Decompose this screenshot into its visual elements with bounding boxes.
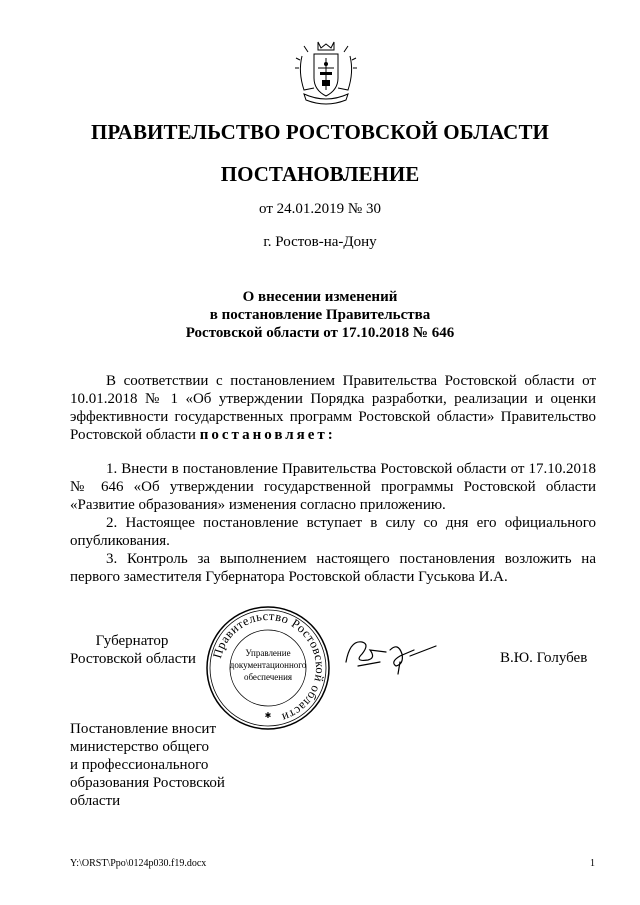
- preamble-emphasis: постановляет:: [199, 427, 336, 443]
- stamp-ring-path: Правительство Ростовской области: [210, 608, 328, 725]
- stamp-star-icon: ✱: [264, 711, 272, 720]
- items-list: [70, 460, 596, 586]
- submitter-line: образования Ростовской: [70, 775, 225, 791]
- submitter-line: министерство общего: [70, 739, 210, 755]
- signatory-title-line: Губернатор: [95, 633, 169, 649]
- document-date-number: от 24.01.2019 № 30: [259, 201, 381, 217]
- document-type: ПОСТАНОВЛЕНИЕ: [220, 162, 420, 186]
- stamp-center-line: документационного: [229, 660, 307, 670]
- preamble-text: В соответствии с постановлением Правительства Ростовской области от 10.01.2018 № 1 «Об утверждении Порядка разработки, реализации и оценки эффективности государственных программ Ростовской области» Правительство Ростовской области: [70, 373, 596, 443]
- document-city: г. Ростов-на-Дону: [263, 234, 377, 250]
- subject-line: Ростовской области от 17.10.2018 № 646: [185, 325, 455, 341]
- submitter-note: [70, 720, 250, 810]
- subject-line: в постановление Правительства: [209, 307, 431, 323]
- document-subject: [0, 288, 640, 342]
- handwritten-signature: [340, 632, 450, 676]
- official-stamp: [204, 604, 332, 732]
- submitter-line: Постановление вносит: [70, 721, 217, 737]
- file-path: Y:\ORST\Ppo\0124p030.f19.docx: [70, 858, 207, 869]
- list-item: 2. Настоящее постановление вступает в силу со дня его официального опубликования.: [70, 515, 596, 549]
- stamp-center-line: Управление: [245, 648, 291, 658]
- signatory-name: В.Ю. Голубев: [500, 650, 588, 666]
- page-number: 1: [590, 858, 595, 869]
- list-item: 3. Контроль за выполнением настоящего постановления возложить на первого заместителя Губернатора Ростовской области Гуськова И.А.: [70, 551, 596, 585]
- coat-of-arms-icon: [294, 38, 358, 110]
- subject-line: О внесении изменений: [242, 289, 398, 305]
- preamble-paragraph: [70, 372, 596, 444]
- submitter-line: области: [70, 793, 121, 809]
- signatory-title-line: Ростовской области: [70, 651, 196, 667]
- stamp-center-line: обеспечения: [243, 672, 293, 682]
- list-item: 1. Внести в постановление Правительства Ростовской области от 17.10.2018 № 646 «Об утверждении государственной программы Ростовской области «Развитие образования» изменения согласно приложению.: [70, 461, 596, 513]
- submitter-line: и профессионального: [70, 757, 209, 773]
- government-name: ПРАВИТЕЛЬСТВО РОСТОВСКОЙ ОБЛАСТИ: [91, 120, 549, 144]
- signatory-title: [70, 632, 220, 668]
